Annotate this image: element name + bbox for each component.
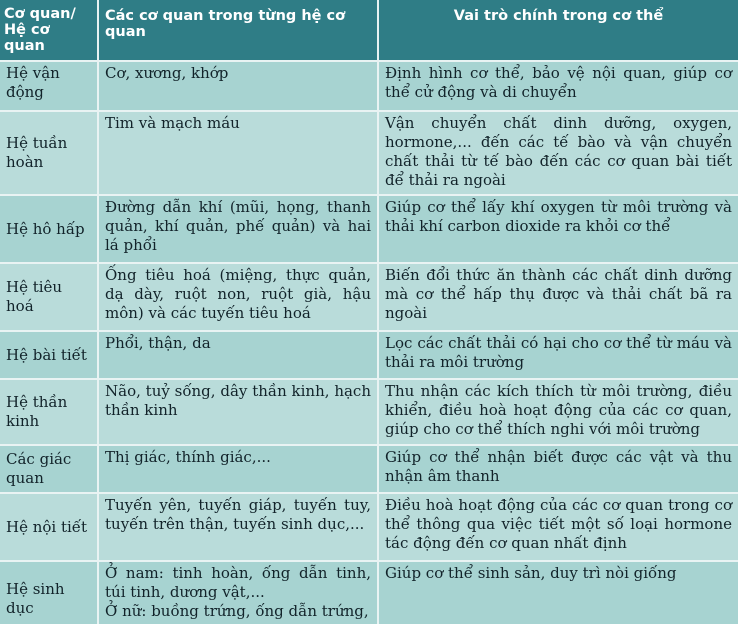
table-row [0,195,738,263]
header-role: Vai trò chính trong cơ thể [378,0,738,61]
role-cell: Biến đổi thức ăn thành các chất dinh dưỡng mà cơ thể hấp thụ được và thải chất bã ra ngoài [378,263,738,331]
system-cell: Hệ bài tiết [0,331,98,379]
organs-cell: Đường dẫn khí (mũi, họng, thanh quản, khí quản, phế quản) và hai lá phổi [98,195,378,263]
role-cell: Giúp cơ thể sinh sản, duy trì nòi giống [378,561,738,624]
table-row [0,111,738,195]
table-row [0,561,738,624]
table-row [0,493,738,561]
role-cell: Điều hoà hoạt động của các cơ quan trong cơ thể thông qua việc tiết một số loại hormone tác động đến cơ quan nhất định [378,493,738,561]
system-cell: Hệ vận động [0,61,98,111]
table-row [0,263,738,331]
table-row [0,445,738,493]
organs-cell: Thị giác, thính giác,... [98,445,378,493]
header-row [0,0,738,61]
table-row [0,331,738,379]
organs-cell: Não, tuỷ sống, dây thần kinh, hạch thần kinh [98,379,378,445]
table-row [0,379,738,445]
system-cell: Hệ nội tiết [0,493,98,561]
system-cell: Hệ thần kinh [0,379,98,445]
table-row [0,61,738,111]
organs-cell: Phổi, thận, da [98,331,378,379]
role-cell: Giúp cơ thể nhận biết được các vật và thu nhận âm thanh [378,445,738,493]
organs-cell: Tuyến yên, tuyến giáp, tuyến tuy, tuyến trên thận, tuyến sinh dục,... [98,493,378,561]
organs-cell: Cơ, xương, khớp [98,61,378,111]
organs-cell: Ống tiêu hoá (miệng, thực quản, dạ dày, ruột non, ruột già, hậu môn) và các tuyến tiêu hoá [98,263,378,331]
organs-cell: Tim và mạch máu [98,111,378,195]
role-cell: Thu nhận các kích thích từ môi trường, điều khiển, điều hoà hoạt động của các cơ quan, giúp cho cơ thể thích nghi với môi trường [378,379,738,445]
organs-male: Ở nam: tinh hoàn, ống dẫn tinh, túi tinh, dương vật,... [105,564,371,601]
system-cell: Hệ tuần hoàn [0,111,98,195]
system-cell: Các giác quan [0,445,98,493]
header-system: Cơ quan/ Hệ cơ quan [0,0,98,61]
system-cell: Hệ sinh dục [0,561,98,624]
organs-female: Ở nữ: buồng trứng, ống dẫn trứng, [105,602,369,620]
header-organs: Các cơ quan trong từng hệ cơ quan [98,0,378,61]
system-cell: Hệ hô hấp [0,195,98,263]
role-cell: Giúp cơ thể lấy khí oxygen từ môi trường và thải khí carbon dioxide ra khỏi cơ thể [378,195,738,263]
role-cell: Định hình cơ thể, bảo vệ nội quan, giúp cơ thể cử động và di chuyển [378,61,738,111]
role-cell: Vận chuyển chất dinh dưỡng, oxygen, hormone,... đến các tế bào và vận chuyển chất thải từ tế bào đến các cơ quan bài tiết để thải ra ngoài [378,111,738,195]
role-cell: Lọc các chất thải có hại cho cơ thể từ máu và thải ra môi trường [378,331,738,379]
organs-cell [98,561,378,624]
system-cell: Hệ tiêu hoá [0,263,98,331]
